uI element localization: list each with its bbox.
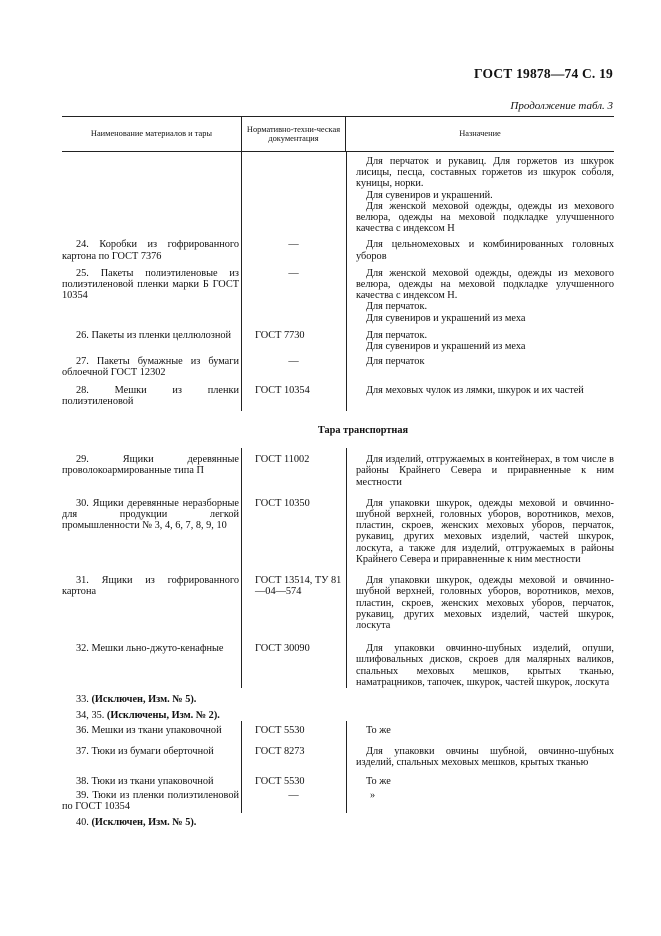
material-name: 24. Коробки из гофрированного картона по ГОСТ 7376 (62, 239, 239, 262)
table-row (62, 643, 614, 688)
purpose: Для женской меховой одежды, одежды из мехового велюра, одежды на меховой подкладке улучшенного качества с индексом Н. Для перчаток. Для сувениров и украшений из меха (356, 267, 614, 324)
material-name: 36. Мешки из ткани упаковочной (76, 725, 222, 737)
table-row (62, 776, 614, 787)
table-row (62, 156, 614, 234)
table-row (62, 268, 614, 324)
material-name: 31. Ящики из гофрированного картона (62, 575, 239, 598)
material-name: 25. Пакеты полиэтиленовые из полиэтиленовой пленки марки Б ГОСТ 10354 (62, 267, 239, 302)
purpose: Для упаковки овчины шубной, овчинно-шубных изделий, спальных меховых мешков, крытых тканью (356, 745, 614, 768)
material-name: 27. Пакеты бумажные из бумаги облоечной ГОСТ 12302 (62, 356, 239, 379)
purpose: Для перчаток. Для сувениров и украшений из меха (366, 329, 526, 353)
purpose: Для изделий, отгружаемых в контейнерах, в том числе в районы Крайнего Севера и приравненные к ним местности (356, 454, 614, 488)
material-name: 39. Тюки из пленки полиэтиленовой по ГОСТ 10354 (62, 790, 239, 813)
material-name: 26. Пакеты из пленки целлюлозной (76, 329, 232, 341)
excluded-number: 34, 35. (76, 710, 105, 722)
purpose: Для меховых чулок из лямки, шкурок и их частей (366, 384, 584, 396)
table-row (62, 498, 614, 565)
normative-document: ГОСТ 11002 (255, 454, 310, 466)
normative-document: ГОСТ 5530 (255, 775, 305, 787)
column-header-name: Наименование материалов и тары (90, 129, 213, 139)
excluded-row (62, 694, 614, 705)
material-name: 28. Мешки из пленки полиэтиленовой (62, 384, 239, 407)
table-row (62, 385, 614, 407)
normative-document: ГОСТ 8273 (255, 745, 305, 757)
normative-document: ГОСТ 10350 (255, 497, 310, 509)
material-name: 30. Ящики деревянные неразборные для продукции легкой промышленности № 3, 4, 6, 7, 8, 9, 10 (62, 497, 239, 532)
table-row (62, 239, 614, 261)
excluded-text: (Исключен, Изм. № 5). (91, 816, 197, 828)
normative-document: — (288, 267, 299, 279)
purpose: » (370, 790, 376, 802)
purpose: Для упаковки овчинно-шубных изделий, опуши, шлифовальных дисков, скроев для малярных валиков, спальных меховых мешков, крытых тканью, наматрацников, тапочек, шкурок, частей шкурок, лоскута (356, 643, 614, 688)
material-name: 29. Ящики деревянные проволокоармированные типа П (62, 454, 239, 477)
purpose: Для упаковки шкурок, одежды меховой и овчинно-шубной верхней, головных уборов, воротников, мехов, пластин, скроев, женских меховых уборов, перчаток, рукавиц, других меховых изделий, частей шкурок, лоскута (356, 575, 614, 631)
normative-document: — (288, 239, 299, 251)
section-title: Тара транспортная (317, 425, 409, 437)
column-header-doc: Нормативно-техни-ческая документация (241, 117, 346, 151)
column-header-purpose: Назначение (459, 129, 501, 139)
excluded-text: (Исключен, Изм. № 5). (91, 693, 197, 705)
table-section-consumer (62, 152, 614, 411)
purpose: Для упаковки шкурок, одежды меховой и овчинно-шубной верхней, головных уборов, воротников, мехов, пластин, скроев, женских меховых уборов, перчаток, рукавиц, других меховых изделий, частей шкурок, лоскута, а также для изделий, отгружаемых в районы Крайнего Севера и приравненные к ним местности (356, 497, 614, 565)
materials-table (62, 116, 614, 828)
excluded-text: (Исключены, Изм. № 2). (106, 710, 220, 722)
table-section-transport (62, 448, 614, 688)
normative-document: — (288, 356, 299, 368)
material-name: 38. Тюки из ткани упаковочной (76, 775, 214, 787)
material-name: 37. Тюки из бумаги оберточной (76, 745, 214, 757)
page-header: ГОСТ 19878—74 С. 19 (474, 66, 613, 81)
purpose: То же (366, 775, 391, 787)
normative-document: ГОСТ 30090 (255, 643, 310, 655)
table-header (62, 116, 614, 152)
normative-document: ГОСТ 5530 (255, 725, 305, 737)
purpose: Для цельномеховых и комбинированных головных уборов (356, 239, 614, 262)
table-row (62, 790, 614, 812)
purpose: Для перчаток (366, 356, 425, 368)
table-row (62, 330, 614, 352)
excluded-number: 40. (76, 816, 89, 828)
table-row (62, 746, 614, 768)
table-row (62, 575, 614, 631)
purpose: То же (366, 725, 391, 737)
normative-document: ГОСТ 13514, ТУ 81—04—574 (255, 575, 342, 598)
table-row (62, 356, 614, 378)
normative-document (241, 156, 346, 234)
material-name (62, 156, 241, 234)
table-row (62, 454, 614, 488)
table-row (62, 725, 614, 736)
table-continuation-note: Продолжение табл. 3 (510, 100, 613, 112)
table-section-bales (62, 721, 614, 812)
excluded-row (62, 710, 614, 721)
normative-document: ГОСТ 10354 (255, 384, 310, 396)
excluded-row (62, 817, 614, 828)
purpose: Для перчаток и рукавиц. Для горжетов из шкурок лисицы, песца, составных горжетов из шкурок соболя, куницы, норки. Для сувениров и украшений. Для женской меховой одежды, одежды из мехового велюра, одежды на меховой подкладке улучшенного качества с индексом Н (356, 156, 614, 235)
normative-document: ГОСТ 7730 (255, 329, 305, 341)
excluded-number: 33. (76, 693, 89, 705)
material-name: 32. Мешки льно-джуто-кенафные (76, 643, 224, 655)
normative-document: — (288, 790, 299, 802)
